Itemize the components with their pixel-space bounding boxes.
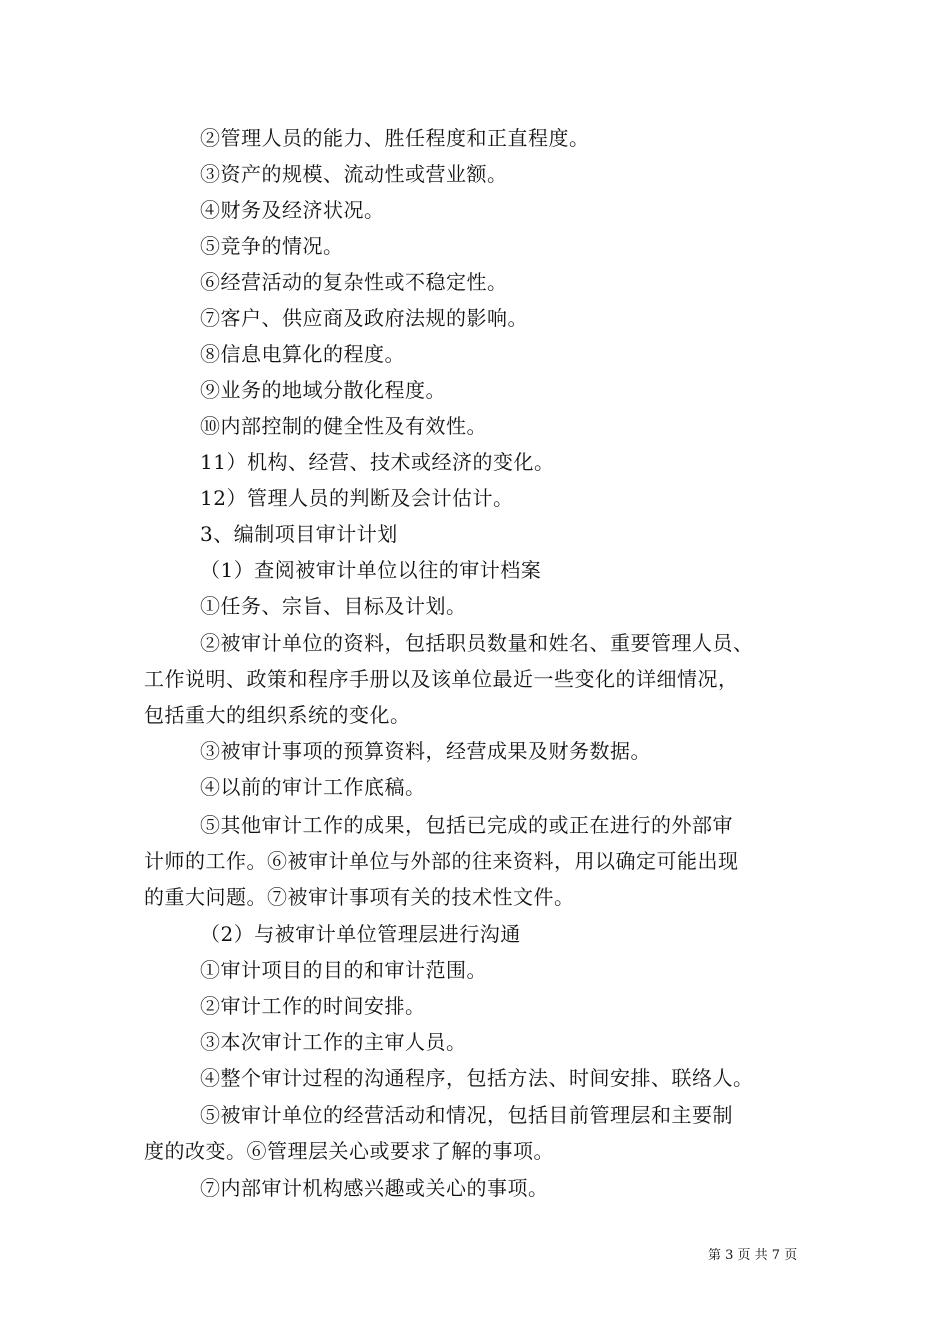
- text-line: 度的改变。⑥管理层关心或要求了解的事项。: [144, 1139, 554, 1163]
- section-heading: 3、编制项目审计计划: [200, 522, 398, 546]
- text-line: ②审计工作的时间安排。: [200, 994, 426, 1018]
- text-line: ⑧信息电算化的程度。: [200, 342, 405, 366]
- text-line: 的重大问题。⑦被审计事项有关的技术性文件。: [144, 885, 575, 909]
- text-line: 计师的工作。⑥被审计单位与外部的往来资料，用以确定可能出现: [144, 849, 739, 873]
- text-line: ⑤其他审计工作的成果，包括已完成的或正在进行的外部审: [200, 813, 733, 837]
- text-line: ⑥经营活动的复杂性或不稳定性。: [200, 270, 508, 294]
- text-line: ⑤竞争的情况。: [200, 234, 344, 258]
- text-line: ②被审计单位的资料，包括职员数量和姓名、重要管理人员、: [200, 631, 754, 655]
- text-line: 工作说明、政策和程序手册以及该单位最近一些变化的详细情况，: [144, 667, 739, 691]
- text-line: ④整个审计过程的沟通程序，包括方法、时间安排、联络人。: [200, 1066, 754, 1090]
- text-line: ①审计项目的目的和审计范围。: [200, 958, 487, 982]
- text-line: 12）管理人员的判断及会计估计。: [200, 486, 514, 510]
- subsection-heading: （2）与被审计单位管理层进行沟通: [200, 922, 521, 946]
- text-line: ⑩内部控制的健全性及有效性。: [200, 414, 487, 438]
- subsection-heading: （1）查阅被审计单位以往的审计档案: [200, 558, 542, 582]
- text-line: ②管理人员的能力、胜任程度和正直程度。: [200, 126, 590, 150]
- text-line: ③资产的规模、流动性或营业额。: [200, 162, 508, 186]
- page-number: 第 3 页 共 7 页: [708, 1248, 798, 1263]
- text-line: ③被审计事项的预算资料，经营成果及财务数据。: [200, 739, 651, 763]
- text-line: ⑦客户、供应商及政府法规的影响。: [200, 306, 528, 330]
- text-line: ⑨业务的地域分散化程度。: [200, 378, 446, 402]
- text-line: ⑦内部审计机构感兴趣或关心的事项。: [200, 1176, 549, 1200]
- text-line: ④财务及经济状况。: [200, 198, 385, 222]
- text-line: ④以前的审计工作底稿。: [200, 775, 426, 799]
- text-line: ①任务、宗旨、目标及计划。: [200, 594, 467, 618]
- text-line: ③本次审计工作的主审人员。: [200, 1030, 467, 1054]
- text-line: 包括重大的组织系统的变化。: [144, 703, 411, 727]
- text-line: ⑤被审计单位的经营活动和情况，包括目前管理层和主要制: [200, 1103, 733, 1127]
- text-line: 11）机构、经营、技术或经济的变化。: [200, 450, 555, 474]
